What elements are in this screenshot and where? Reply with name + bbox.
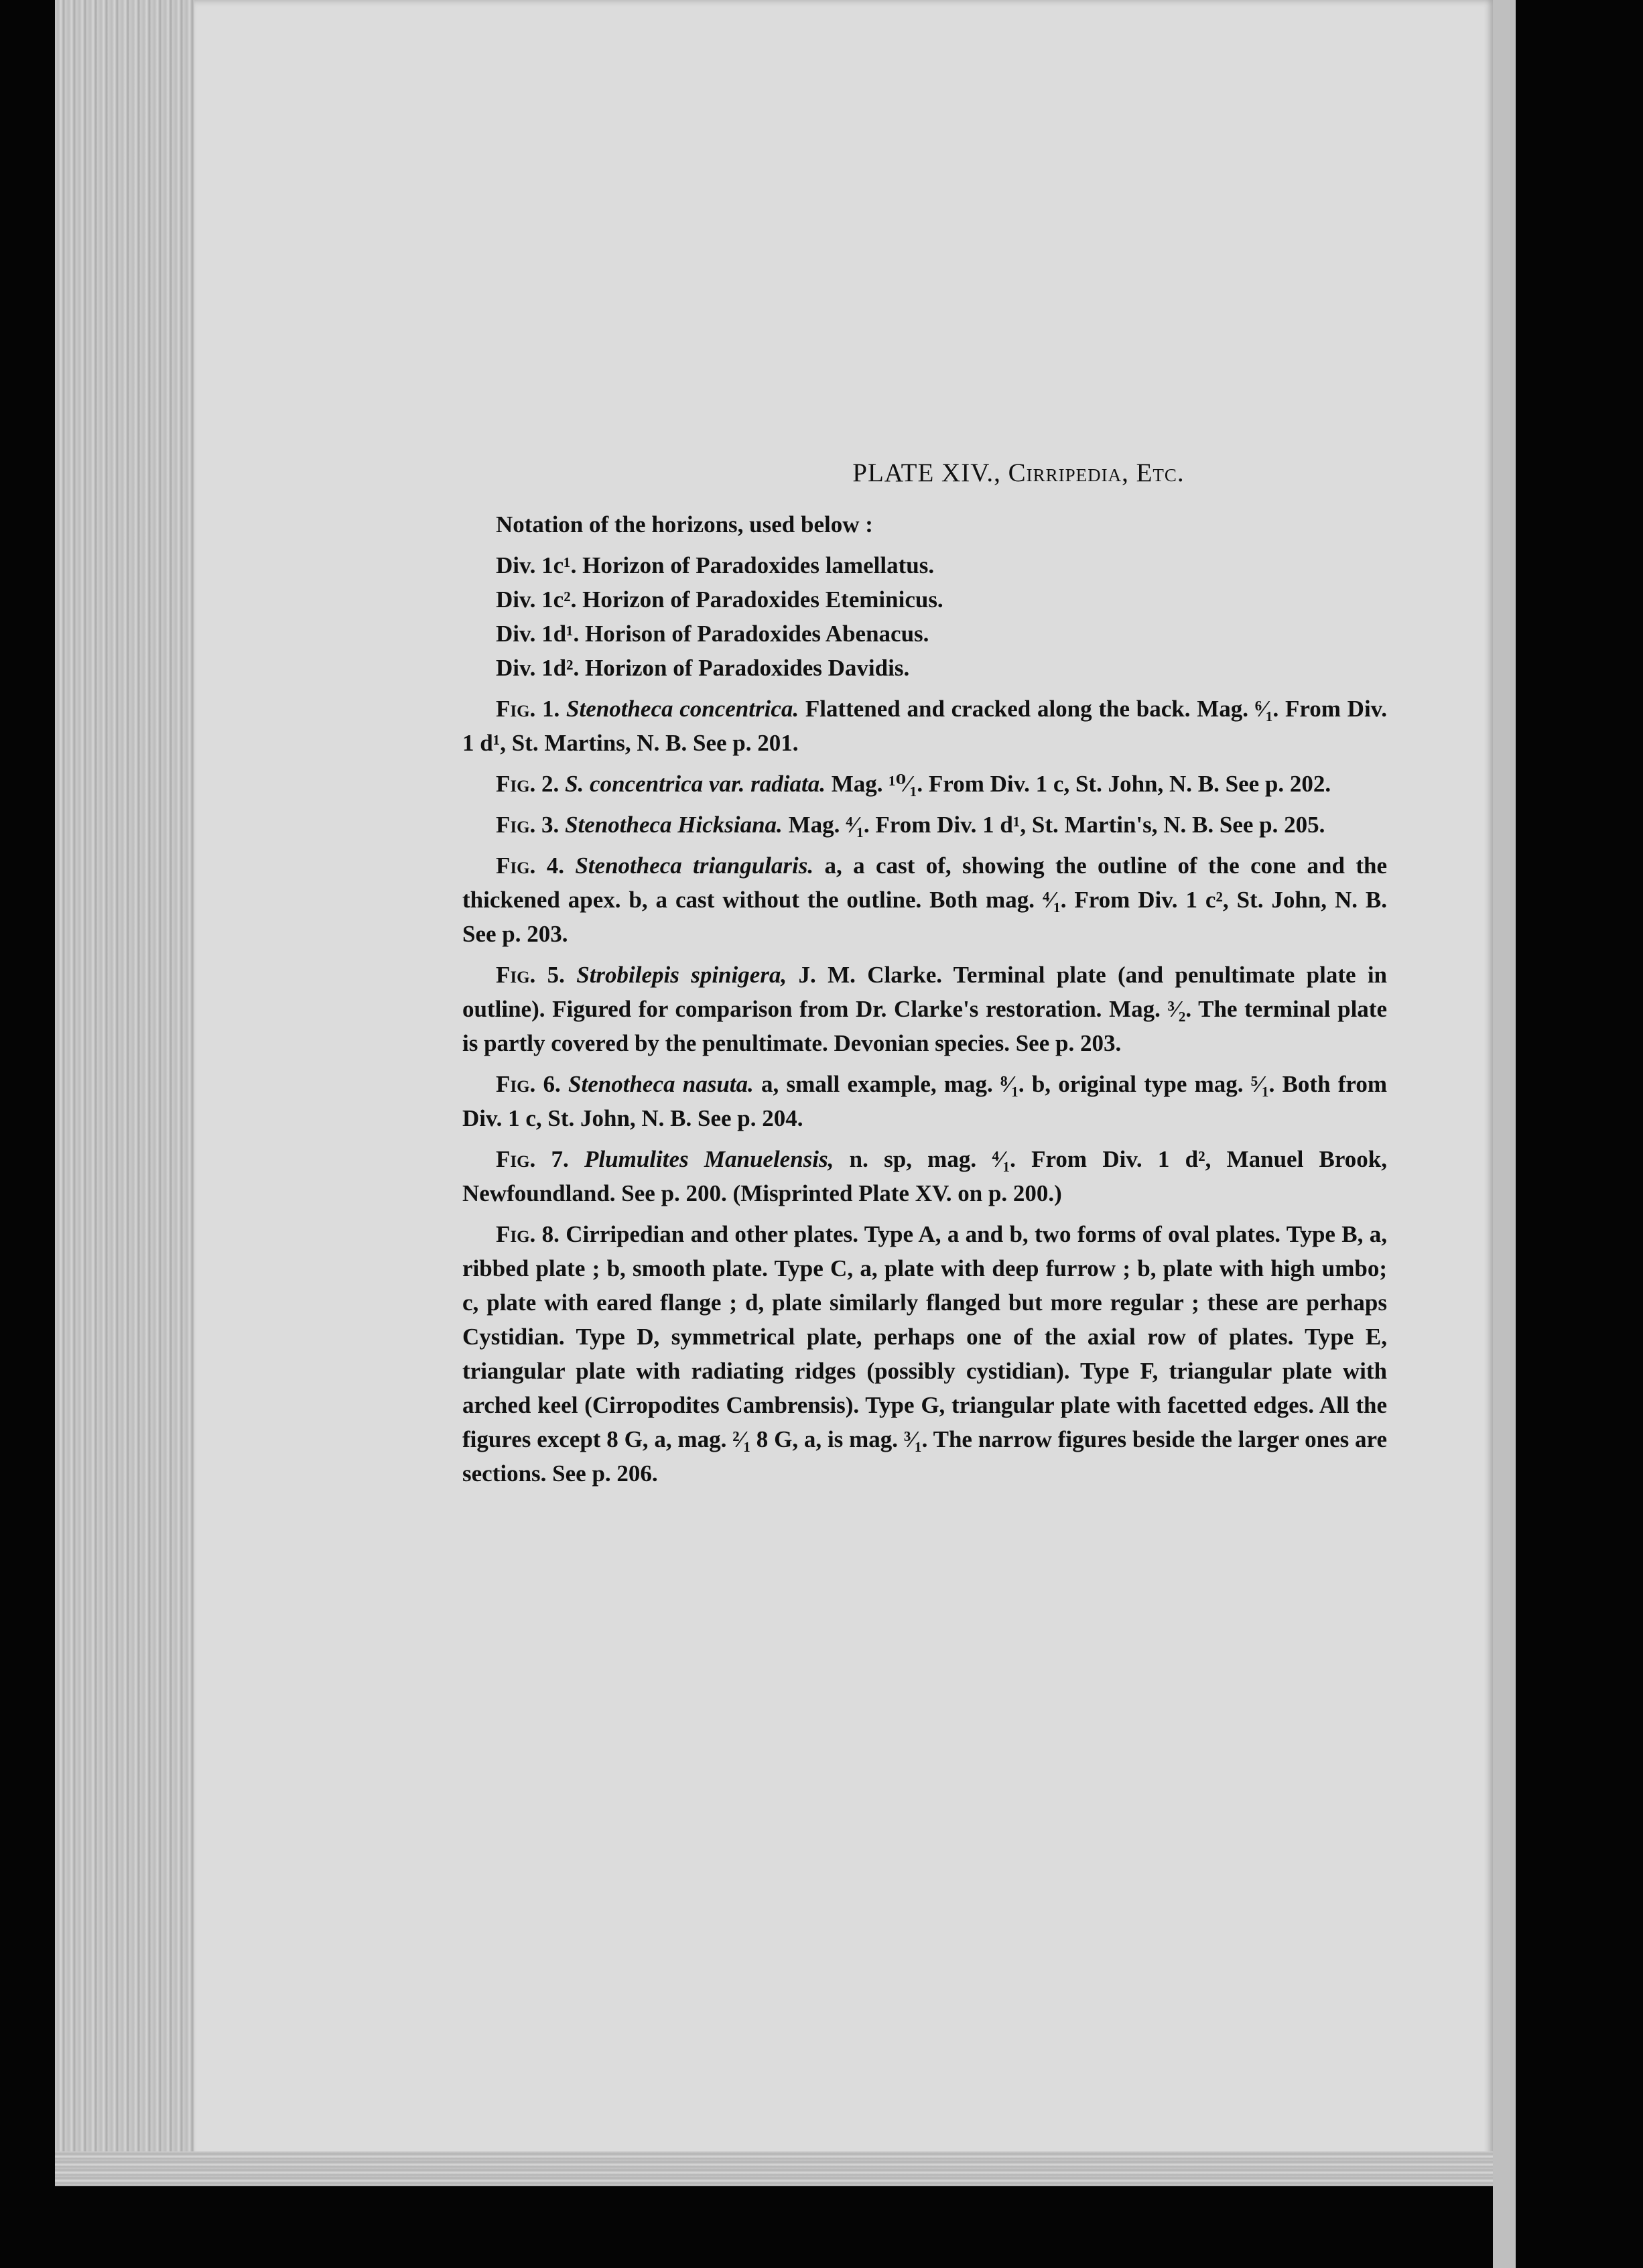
- page-stack-bottom: [55, 2151, 1502, 2186]
- fig-6-caption: [462, 1067, 1387, 1135]
- notation-heading: Notation of the horizons, used below :: [496, 511, 873, 538]
- species-name: Stenotheca nasuta.: [568, 1071, 754, 1097]
- fig-8-caption: [462, 1217, 1387, 1491]
- fig-description: Cirripedian and other plates. Type A, a and b, two forms of oval plates. Type B, a, ribbed plate ; b, smooth plate. Type C, a, plate with deep furrow ; b, plate with high umbo; c, plate with eared flange ; d, plate similarly flanged but more regular ; these are perhaps Cystidian. Type D, symmetrical plate, perhaps one of the axial row of plates. Type E, triangular plate with radiating ridges (possibly cystidian). Type F, triangular plate with arched keel (Cirropodites Cambrensis). Type G, triangular plate with facetted edges. All the figures except 8 G, a, mag. ²⁄₁ 8 G, a, is mag. ³⁄₁. The narrow figures beside the larger ones are sections. See p. 206.: [462, 1221, 1388, 1487]
- fig-label: Fig. 6.: [496, 1071, 561, 1097]
- fig-description: a, a cast of, showing the outline of the cone and the thickened apex. b, a cast without the outline. Both mag. ⁴⁄₁. From Div. 1 c², St. John, N. B. See p. 203.: [462, 853, 1387, 947]
- fig-7-caption: [462, 1142, 1387, 1210]
- fig-1-caption: [462, 692, 1387, 760]
- species-name: S. concentrica var. radiata.: [565, 771, 826, 797]
- species-name: Stenotheca Hicksiana.: [565, 812, 783, 838]
- fig-description: a, small example, mag. ⁸⁄₁. b, original type mag. ⁵⁄₁. Both from Div. 1 c, St. John, N. B. See p. 204.: [462, 1071, 1387, 1131]
- horizon-line: Div. 1d¹. Horison of Paradoxides Abenacus.: [496, 621, 929, 647]
- species-name: Strobilepis spinigera,: [576, 962, 787, 988]
- facing-page-edge: [1493, 0, 1516, 2268]
- plate-caption-text: [462, 456, 1387, 1491]
- species-name: Stenotheca concentrica.: [566, 696, 799, 722]
- page-stack-edge: [55, 0, 196, 2186]
- horizon-line: Div. 1c¹. Horizon of Paradoxides lamellatus.: [496, 552, 935, 578]
- fig-2-caption: [462, 767, 1387, 801]
- fig-3-caption: [462, 808, 1387, 842]
- plate-title: [650, 456, 1387, 490]
- fig-description: Mag. ¹⁰⁄₁. From Div. 1 c, St. John, N. B. See p. 202.: [831, 771, 1331, 797]
- horizon-line: Div. 1c². Horizon of Paradoxides Eteminicus.: [496, 586, 943, 613]
- fig-label: Fig. 2.: [496, 771, 560, 797]
- fig-4-caption: [462, 848, 1387, 951]
- species-name: Plumulites Manuelensis,: [584, 1146, 834, 1172]
- fig-5-caption: [462, 958, 1387, 1060]
- species-name: Stenotheca triangularis.: [575, 853, 814, 879]
- fig-description: n. sp, mag. ⁴⁄₁. From Div. 1 d², Manuel Brook, Newfoundland. See p. 200. (Misprinted Plate XV. on p. 200.): [462, 1146, 1387, 1206]
- plate-title-sub: Cirripedia, Etc.: [1008, 458, 1185, 487]
- fig-label: Fig. 3.: [496, 812, 560, 838]
- horizon-line: Div. 1d². Horizon of Paradoxides Davidis.: [496, 655, 910, 681]
- fig-description: Flattened and cracked along the back. Mag. ⁶⁄₁. From Div. 1 d¹, St. Martins, N. B. See p. 201.: [462, 696, 1388, 756]
- fig-description: J. M. Clarke. Terminal plate (and penultimate plate in outline). Figured for comparison from Dr. Clarke's restoration. Mag. ³⁄₂. The terminal plate is partly covered by the penultimate. Devonian species. See p. 203.: [462, 962, 1388, 1056]
- fig-label: Fig. 1.: [496, 696, 560, 722]
- fig-label: Fig. 5.: [496, 962, 565, 988]
- fig-label: Fig. 7.: [496, 1146, 569, 1172]
- fig-label: Fig. 8.: [496, 1221, 560, 1247]
- fig-description: Mag. ⁴⁄₁. From Div. 1 d¹, St. Martin's, N. B. See p. 205.: [788, 812, 1325, 838]
- plate-title-main: PLATE XIV.,: [852, 458, 1001, 487]
- fig-label: Fig. 4.: [496, 853, 564, 879]
